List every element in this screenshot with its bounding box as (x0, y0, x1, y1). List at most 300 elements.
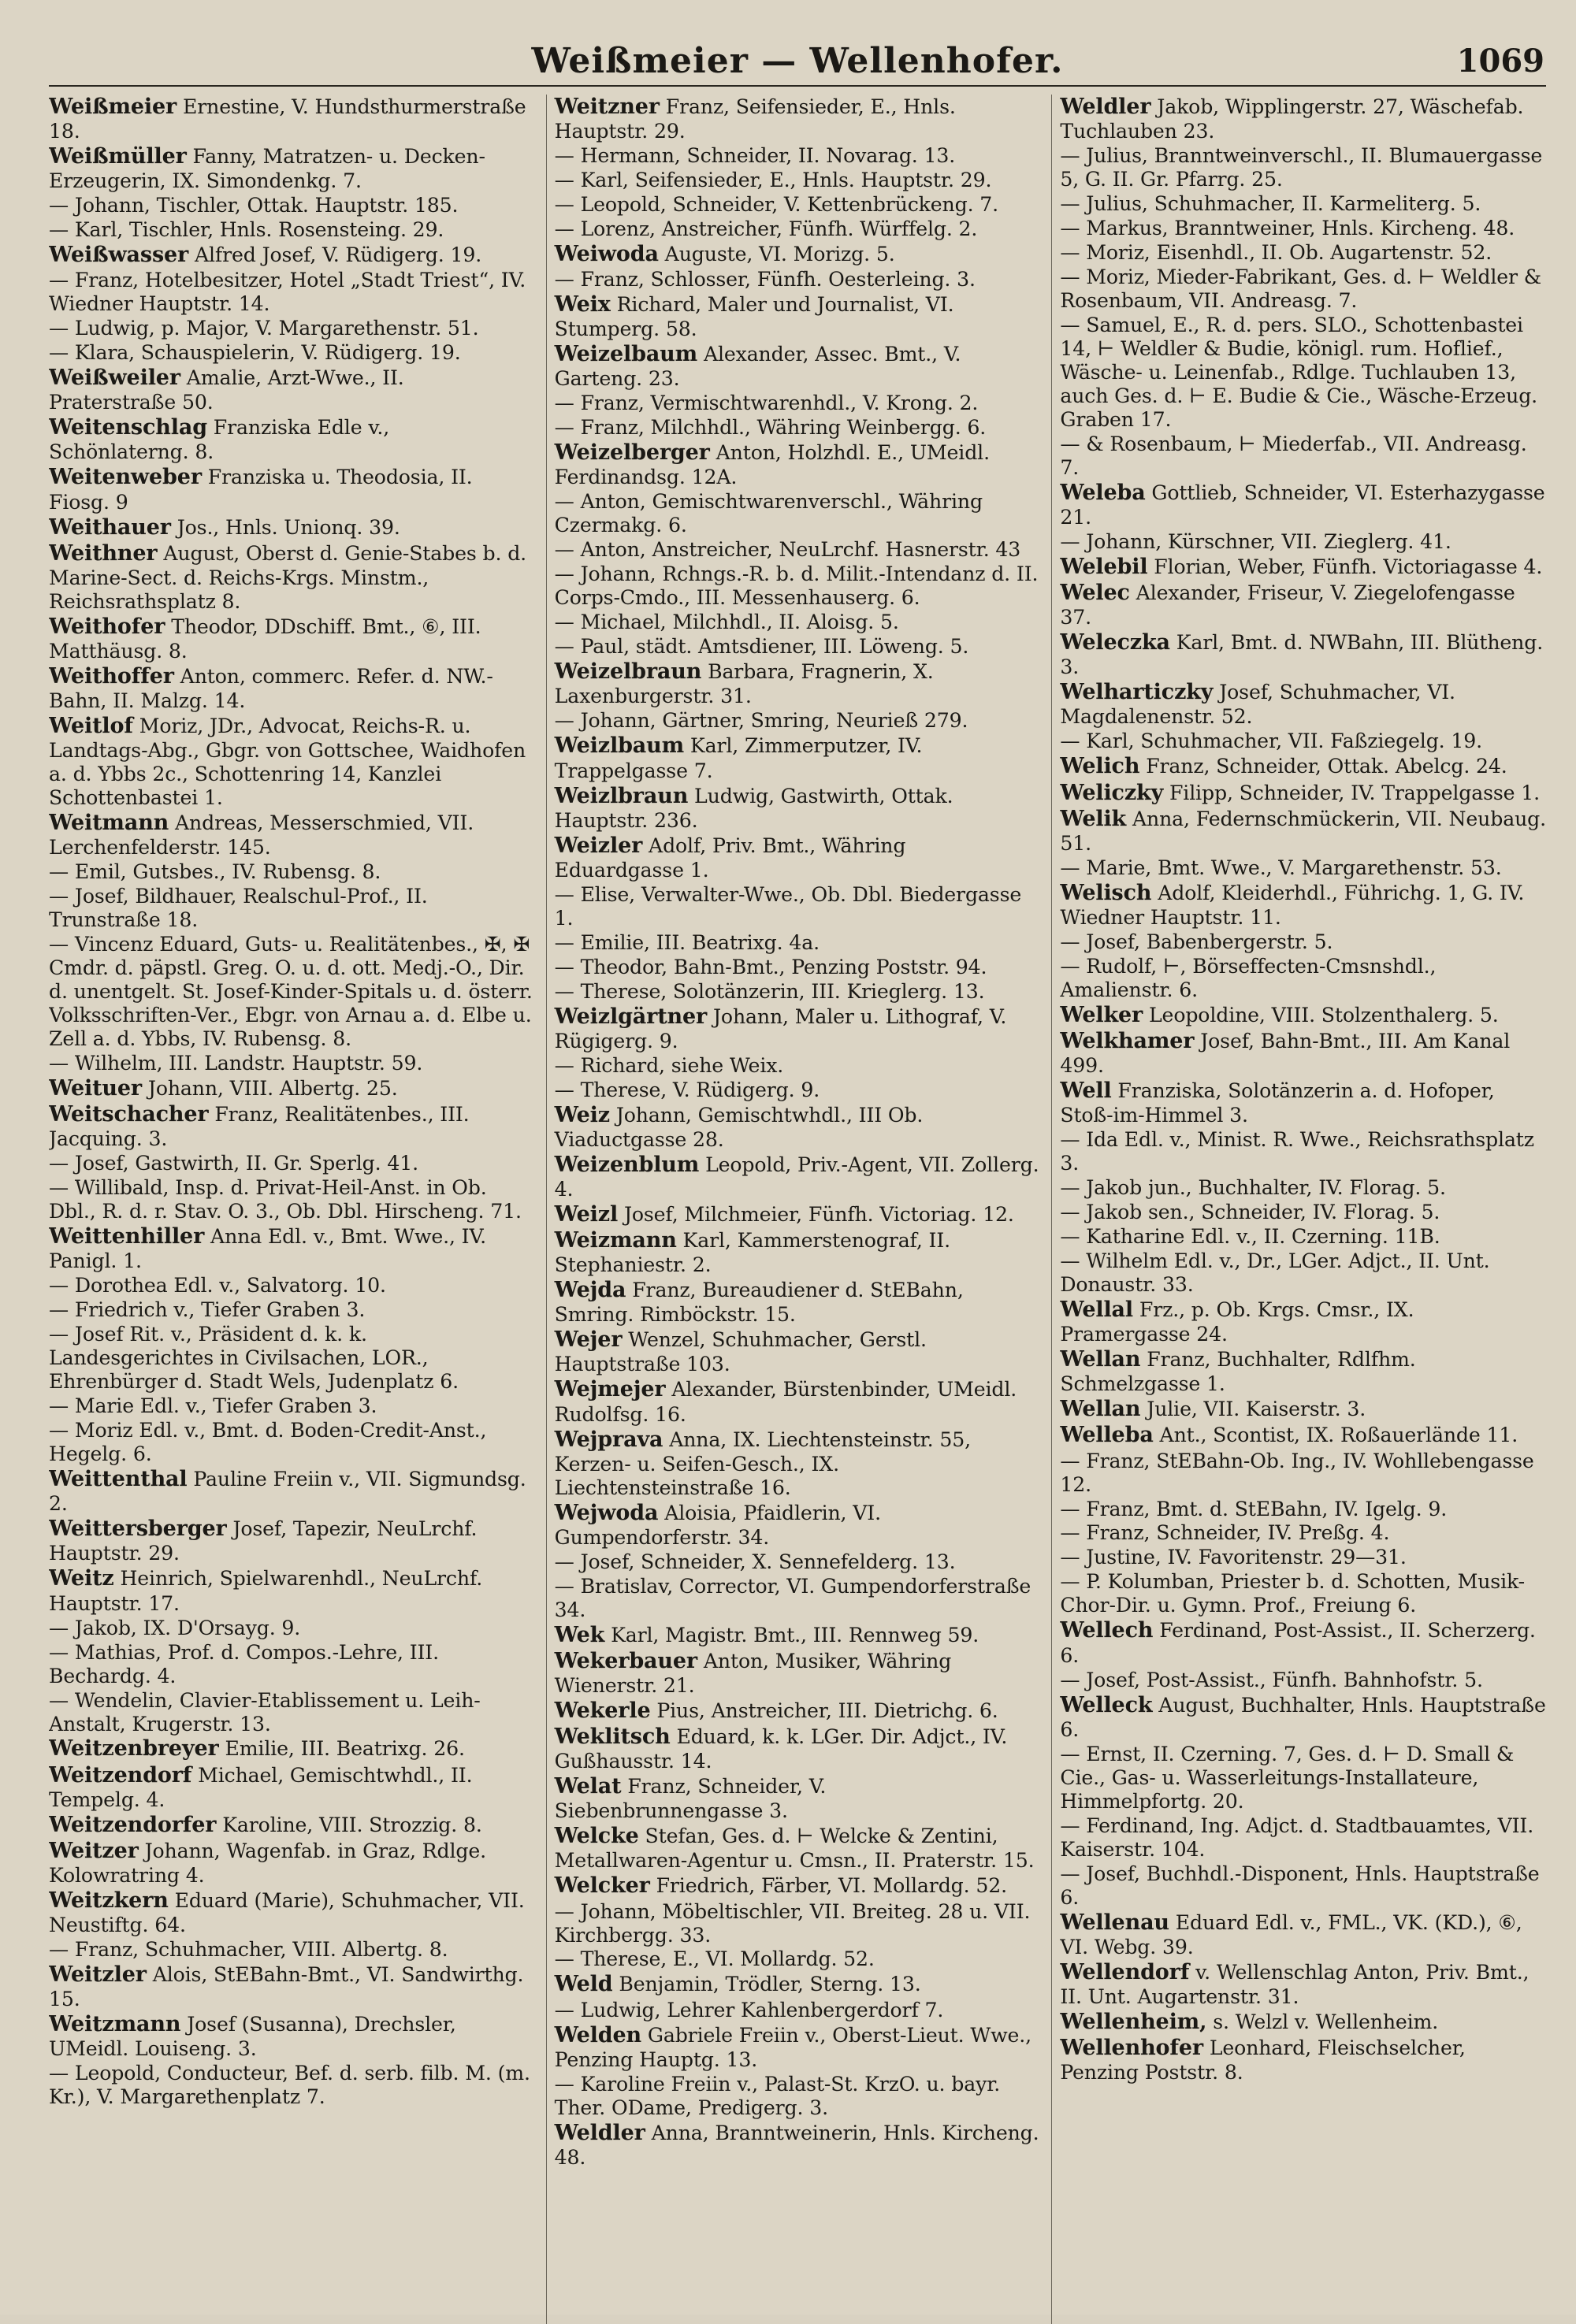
directory-entry (1060, 1960, 1546, 2009)
entry-details: — Bratislav, Corrector, VI. Gumpendorferstraße 34. (554, 1574, 1031, 1621)
entry-details: Friedrich, Färber, VI. Mollardg. 52. (656, 1874, 1007, 1898)
entry-details: — P. Kolumban, Priester b. d. Schotten, Musik-Chor-Dir. u. Gymn. Prof., Freiung 6. (1060, 1570, 1526, 1617)
directory-entry (555, 416, 1041, 440)
directory-entry (555, 1550, 1041, 1574)
entry-details: Eduard (Marie), Schuhmacher, VII. Neustiftg. 64. (49, 1888, 525, 1937)
entry-details: Alexander, Friseur, V. Ziegelofengasse 37. (1060, 581, 1515, 629)
entry-surname: Welich (1060, 754, 1140, 779)
entry-details: Barbara, Fragnerin, X. Laxenburgerstr. 31. (554, 660, 934, 708)
entry-details: — Jakob jun., Buchhalter, IV. Florag. 5. (1060, 1176, 1446, 1200)
directory-entry (1060, 1003, 1546, 1028)
directory-entry (1060, 881, 1546, 930)
entry-details: Franziska Edle v., Schönlaterng. 8. (49, 416, 390, 464)
entry-details: Josef (Susanna), Drechsler, UMeidl. Louiseng. 3. (49, 2013, 456, 2061)
entry-details: — Vincenz Eduard, Guts- u. Realitätenbes., ✠, ✠ Cmdr. d. päpstl. Greg. O. u. d. ott. Medj.-O., Dir. d. unentgelt. St. Josef-Kinder-Spitals u. d. österr. Volksschriften-Ver., Ebgr. von Arnau a. d. Elbe u. Zell a. d. Ybbs, IV. Rubensg. 8. (49, 933, 533, 1051)
entry-details: s. Welzl v. Wellenheim. (1213, 2010, 1439, 2033)
entry-details: Leopold, Priv.-Agent, VII. Zollerg. 4. (554, 1153, 1039, 1201)
entry-details: — Ferdinand, Ing. Adjct. d. Stadtbauamtes, VII. Kaiserstr. 104. (1060, 1814, 1534, 1861)
entry-surname: Weizlbaum (554, 733, 685, 759)
directory-entry (1060, 1347, 1546, 1396)
column-right (1051, 95, 1546, 2324)
entry-details: — Therese, E., VI. Mollardg. 52. (554, 1947, 875, 1971)
entry-details: — Josef, Gastwirth, II. Gr. Sperlg. 41. (49, 1152, 418, 1175)
entry-surname: Wejmejer (554, 1377, 666, 1402)
directory-entry (49, 465, 535, 514)
directory-entry (49, 2012, 535, 2061)
directory-entry (1060, 1743, 1546, 1814)
directory-entry (555, 956, 1041, 979)
entry-surname: Weitzner (554, 95, 660, 119)
entry-details: Franz, Realitätenbes., III. Jacquing. 3. (49, 1103, 470, 1151)
directory-entry (49, 541, 535, 614)
entry-details: Richard, Maler und Journalist, VI. Stumperg. 58. (554, 293, 954, 341)
entry-details: — Hermann, Schneider, II. Novarag. 13. (554, 144, 956, 168)
entry-details: — Ludwig, p. Major, V. Margarethenstr. 51. (49, 317, 479, 340)
entry-surname: Weizelberger (554, 440, 710, 466)
entry-details: Josef, Milchmeier, Fünfh. Victoriag. 12. (623, 1202, 1014, 1226)
directory-entry (1060, 217, 1546, 240)
entry-surname: Weleczka (1060, 630, 1170, 655)
entry-details: Anna, IX. Liechtensteinstr. 55, Kerzen- u. Seifen-Gesch., IX. Liechtensteinstraße 16. (554, 1427, 971, 1499)
directory-entry (1060, 1693, 1546, 1742)
entry-surname: Welat (554, 1774, 622, 1799)
directory-entry (555, 490, 1041, 537)
directory-entry (49, 1274, 535, 1298)
directory-entry (1060, 1669, 1546, 1692)
entry-details: — Michael, Milchhdl., II. Aloisg. 5. (554, 611, 899, 634)
entry-surname: Weizlbraun (554, 783, 689, 808)
directory-entry (555, 1228, 1041, 1277)
directory-entry (555, 2023, 1041, 2072)
entry-details: Ernestine, V. Hundsthurmerstraße 18. (49, 95, 526, 143)
entry-surname: Weitzendorfer (49, 1812, 217, 1837)
entry-surname: Wejprava (554, 1427, 663, 1452)
entry-details: Moriz, JDr., Advocat, Reichs-R. u. Landtags-Abg., Gbgr. von Gottschee, Waidhofen a. d. Ybbs 2c., Schottenring 14, Kanzlei Schottenbastei 1. (49, 715, 526, 810)
entry-details: Anna Edl. v., Bmt. Wwe., IV. Panigl. 1. (49, 1225, 486, 1273)
entry-details: — Friedrich v., Tiefer Graben 3. (49, 1298, 366, 1322)
entry-surname: Weld (554, 1972, 613, 1997)
directory-entry (49, 1152, 535, 1175)
directory-entry (555, 1873, 1041, 1899)
directory-entry (49, 714, 535, 810)
directory-entry (555, 95, 1041, 143)
entry-surname: Welleck (1060, 1692, 1153, 1717)
entry-details: — Johann, Rchngs.-R. b. d. Milit.-Intendanz d. II. Corps-Cmdo., III. Messenhauserg. 6. (554, 562, 1039, 610)
entry-surname: Wejwoda (554, 1500, 659, 1525)
entry-details: Alexander, Bürstenbinder, UMeidl. Rudolfsg. 16. (554, 1378, 1017, 1426)
entry-details: Karl, Kammerstenograf, II. Stephaniestr. 2. (554, 1229, 950, 1277)
directory-entry (555, 611, 1041, 634)
entry-details: — Leopold, Conducteur, Bef. d. serb. filb. M. (m. Kr.), V. Margarethenplatz 7. (49, 2062, 530, 2109)
directory-entry (49, 269, 535, 316)
entry-surname: Wellan (1060, 1347, 1141, 1372)
entry-surname: Weißmeier (49, 95, 177, 119)
entry-surname: Weittersberger (49, 1517, 227, 1542)
directory-entry (1060, 95, 1546, 143)
entry-details: — Karl, Schuhmacher, VII. Faßziegelg. 19. (1060, 729, 1482, 753)
directory-entry (555, 1623, 1041, 1648)
directory-entry (49, 243, 535, 268)
entry-surname: Weitmann (49, 811, 169, 836)
directory-entry (555, 784, 1041, 833)
entry-details: — Josef, Post-Assist., Fünfh. Bahnhofstr. 5. (1060, 1668, 1483, 1691)
directory-entry (49, 1641, 535, 1688)
directory-entry (1060, 433, 1546, 480)
entry-surname: Wellal (1060, 1298, 1134, 1323)
entry-details: Anna, Federnschmückerin, VII. Neubaug. 51. (1060, 807, 1546, 855)
directory-entry (49, 860, 535, 884)
directory-entry (555, 883, 1041, 930)
entry-details: Franz, Schneider, V. Siebenbrunnengasse 3. (554, 1775, 827, 1823)
entry-surname: Welharticzky (1060, 680, 1214, 705)
entry-details: Frz., p. Ob. Krgs. Cmsr., IX. Pramergasse 24. (1060, 1298, 1414, 1346)
directory-entry (49, 1102, 535, 1151)
entry-details: — Franz, Milchhdl., Währing Weinbergg. 6. (554, 416, 987, 440)
directory-entry (49, 194, 535, 217)
entry-details: Aloisia, Pfaidlerin, VI. Gumpendorferstr. 34. (554, 1501, 881, 1549)
directory-entry (49, 1076, 535, 1101)
directory-entry (1060, 2036, 1546, 2085)
entry-details: — Dorothea Edl. v., Salvatorg. 10. (49, 1274, 386, 1298)
entry-surname: Weituer (49, 1076, 143, 1101)
entry-details: Pius, Anstreicher, III. Dietrichg. 6. (656, 1698, 998, 1722)
entry-details: — Josef, Bildhauer, Realschul-Prof., II. Trunstraße 18. (49, 885, 428, 932)
entry-surname: Weithofer (49, 614, 165, 639)
entry-details: — Johann, Tischler, Ottak. Hauptstr. 185. (49, 194, 459, 217)
directory-entry (555, 440, 1041, 489)
entry-details: — Johann, Gärtner, Smring, Neurieß 279. (554, 709, 968, 733)
directory-entry (555, 709, 1041, 733)
entry-details: August, Oberst d. Genie-Stabes b. d. Marine-Sect. d. Reichs-Krgs. Minstm., Reichsrathsplatz 8. (49, 541, 527, 613)
entry-surname: Welcker (554, 1873, 650, 1899)
entry-details: — Josef, Buchhdl.-Disponent, Hnls. Hauptstraße 6. (1060, 1862, 1540, 1909)
entry-surname: Welker (1060, 1002, 1143, 1027)
entry-details: — Katharine Edl. v., II. Czerning. 11B. (1060, 1225, 1440, 1249)
directory-entry (1060, 781, 1546, 806)
entry-surname: Weizelbaum (554, 342, 698, 367)
entry-details: — Johann, Möbeltischler, VII. Breiteg. 28 u. VII. Kirchbergg. 33. (554, 1899, 1031, 1947)
directory-entry (555, 1103, 1041, 1152)
entry-details: — Lorenz, Anstreicher, Fünfh. Würffelg. 2. (554, 217, 978, 241)
entry-details: Michael, Gemischtwhdl., II. Tempelg. 4. (49, 1763, 473, 1811)
directory-entry (49, 1394, 535, 1418)
directory-entry (49, 1736, 535, 1762)
column-left (49, 95, 535, 2324)
directory-entry (49, 341, 535, 365)
entry-details: Johann, Gemischtwhdl., III Ob. Viaductgasse 28. (554, 1103, 924, 1151)
entry-surname: Weittenhiller (49, 1224, 205, 1249)
entry-surname: Weithoffer (49, 663, 174, 689)
entry-details: Jos., Hnls. Unionq. 39. (177, 515, 400, 539)
entry-details: — Jakob sen., Schneider, IV. Florag. 5. (1060, 1201, 1440, 1224)
entry-surname: Weißmüller (49, 144, 187, 169)
entry-surname: Weitzmann (49, 2012, 181, 2037)
directory-entry (49, 317, 535, 340)
directory-entry (555, 1501, 1041, 1550)
directory-entry (49, 1176, 535, 1223)
entry-details: — Josef, Babenbergerstr. 5. (1060, 930, 1333, 953)
directory-entry (49, 933, 535, 1051)
directory-entry (555, 2073, 1041, 2120)
entry-details: — Ida Edl. v., Minist. R. Wwe., Reichsrathsplatz 3. (1060, 1128, 1534, 1175)
entry-details: Josef, Bahn-Bmt., III. Am Kanal 499. (1060, 1029, 1511, 1078)
entry-details: — Franz, Schlosser, Fünfh. Oesterleing. 3. (554, 268, 976, 291)
directory-entry (1060, 241, 1546, 265)
directory-entry (1060, 144, 1546, 191)
entry-details: Adolf, Kleiderhdl., Führichg. 1, G. IV. Wiedner Hauptstr. 11. (1060, 881, 1525, 929)
entry-details: Franz, Seifensieder, E., Hnls. Hauptstr. 29. (554, 95, 956, 143)
entry-details: Emilie, III. Beatrixg. 26. (225, 1737, 465, 1761)
directory-entry (555, 1972, 1041, 1997)
entry-details: — Karl, Seifensieder, E., Hnls. Hauptstr. 29. (554, 169, 992, 192)
directory-entry (555, 931, 1041, 955)
entry-details: Adolf, Priv. Bmt., Währing Eduardgasse 1. (554, 833, 906, 882)
directory-entry (49, 811, 535, 859)
entry-details: Heinrich, Spielwarenhdl., NeuLrchf. Hauptstr. 17. (49, 1567, 483, 1615)
directory-entry (555, 342, 1041, 391)
directory-entry (1060, 930, 1546, 954)
directory-entry (49, 1566, 535, 1615)
entry-details: Pauline Freiin v., VII. Sigmundsg. 2. (49, 1468, 526, 1516)
entry-details: Theodor, DDschiff. Bmt., ⑥, III. Matthäusg. 8. (49, 614, 481, 663)
directory-entry (555, 1078, 1041, 1102)
directory-entry (49, 1224, 535, 1273)
entry-details: Gabriele Freiin v., Oberst-Lieut. Wwe., Penzing Hauptg. 13. (554, 2023, 1031, 2071)
entry-details: — Jakob, IX. D'Orsayg. 9. (49, 1616, 301, 1639)
column-middle (546, 95, 1041, 2324)
directory-entry (555, 169, 1041, 192)
directory-entry (1060, 314, 1546, 432)
entry-surname: Wellendorf (1060, 1959, 1190, 1984)
entry-details: — Moriz, Eisenhdl., II. Ob. Augartenstr. 52. (1060, 241, 1492, 265)
entry-details: — Wilhelm, III. Landstr. Hauptstr. 59. (49, 1052, 423, 1075)
entry-surname: Weitz (49, 1566, 114, 1591)
entry-surname: Weitzenbreyer (49, 1736, 219, 1762)
directory-entry (49, 1419, 535, 1466)
directory-entry (555, 1004, 1041, 1053)
directory-entry (555, 193, 1041, 217)
entry-surname: Welec (1060, 581, 1130, 606)
directory-entry (1060, 807, 1546, 856)
entry-surname: Welcke (554, 1824, 639, 1849)
directory-entry (49, 1689, 535, 1736)
directory-entry (1060, 754, 1546, 779)
entry-details: Andreas, Messerschmied, VII. Lerchenfelderstr. 145. (49, 811, 474, 859)
directory-entry (1060, 1128, 1546, 1175)
entry-details: Alois, StEBahn-Bmt., VI. Sandwirthg. 15. (49, 1963, 524, 2011)
directory-entry (555, 1900, 1041, 1947)
entry-surname: Weithner (49, 540, 158, 566)
directory-entry (49, 515, 535, 540)
entry-details: Auguste, VI. Morizg. 5. (664, 243, 895, 266)
entry-surname: Wek (554, 1622, 605, 1647)
directory-entry (1060, 581, 1546, 629)
entry-details: — Johann, Kürschner, VII. Zieglerg. 41. (1060, 530, 1451, 553)
entry-details: Anton, Musiker, Währing Wienerstr. 21. (554, 1649, 952, 1697)
entry-details: Karl, Magistr. Bmt., III. Rennweg 59. (611, 1623, 979, 1646)
directory-entry (1060, 1078, 1546, 1127)
entry-details: Anton, Holzhdl. E., UMeidl. Ferdinandsg. 12A. (554, 441, 990, 489)
entry-details: Franziska u. Theodosia, II. Fiosg. 9 (49, 466, 473, 514)
entry-surname: Weldler (1060, 95, 1151, 119)
entry-surname: Wejer (554, 1327, 623, 1353)
entry-surname: Weittenthal (49, 1467, 188, 1492)
directory-entry (49, 664, 535, 713)
entry-surname: Wejda (554, 1278, 626, 1303)
entry-surname: Weitzer (49, 1838, 139, 1863)
entry-details: — Julius, Schuhmacher, II. Karmeliterg. 5. (1060, 192, 1481, 216)
directory-entry (555, 1054, 1041, 1078)
directory-entry (555, 733, 1041, 782)
directory-entry (555, 562, 1041, 610)
directory-entry (1060, 192, 1546, 216)
entry-details: Karoline, VIII. Strozzig. 8. (222, 1813, 482, 1836)
directory-entry (1060, 265, 1546, 313)
entry-details: Eduard, k. k. LGer. Dir. Adjct., IV. Gußhausstr. 14. (554, 1725, 1008, 1773)
entry-surname: Wellan (1060, 1397, 1141, 1422)
entry-details: — Franz, Vermischtwarenhdl., V. Krong. 2. (554, 392, 979, 415)
entry-surname: Welik (1060, 806, 1127, 831)
directory-entry (1060, 1450, 1546, 1497)
entry-details: Franz, Schneider, Ottak. Abelcg. 24. (1146, 755, 1507, 778)
entry-details: — Julius, Branntweinverschl., II. Blumauergasse 5, G. II. Gr. Pfarrg. 25. (1060, 144, 1543, 191)
entry-details: — Josef, Schneider, X. Sennefelderg. 13. (554, 1550, 956, 1573)
page-header (49, 41, 1546, 87)
directory-entry (49, 1938, 535, 1962)
entry-surname: Weiz (554, 1102, 610, 1127)
directory-entry (555, 1649, 1041, 1698)
entry-details: Franz, Buchhalter, Rdlfhm. Schmelzgasse 1. (1060, 1348, 1416, 1396)
directory-entry (555, 538, 1041, 562)
entry-surname: Welleba (1060, 1423, 1154, 1448)
entry-surname: Welebil (1060, 554, 1148, 579)
entry-details: — Wendelin, Clavier-Etablissement u. Leih-Anstalt, Krugerstr. 13. (49, 1688, 481, 1736)
directory-entry (1060, 1498, 1546, 1521)
entry-details: — Wilhelm Edl. v., Dr., LGer. Adjct., II. Unt. Donaustr. 33. (1060, 1249, 1490, 1297)
entry-details: Alexander, Assec. Bmt., V. Garteng. 23. (554, 343, 961, 391)
directory-entry (1060, 680, 1546, 729)
entry-surname: Weizelbraun (554, 659, 702, 685)
entry-surname: Weix (554, 292, 611, 317)
entry-details: — Karl, Tischler, Hnls. Rosensteing. 29. (49, 218, 444, 242)
directory-entry (1060, 555, 1546, 580)
directory-entry (1060, 1225, 1546, 1249)
directory-entry (1060, 1546, 1546, 1569)
directory-entry (1060, 1298, 1546, 1346)
entry-details: — Justine, IV. Favoritenstr. 29—31. (1060, 1546, 1407, 1569)
entry-details: — Ludwig, Lehrer Kahlenbergerdorf 7. (554, 1998, 944, 2021)
entry-details: Gottlieb, Schneider, VI. Esterhazygasse 21. (1060, 481, 1545, 529)
entry-details: — Therese, V. Rüdigerg. 9. (554, 1078, 820, 1101)
entry-surname: Weizler (554, 833, 643, 858)
entry-details: — Klara, Schauspielerin, V. Rüdigerg. 19. (49, 341, 461, 365)
entry-details: Anton, commerc. Refer. d. NW.-Bahn, II. Malzg. 14. (49, 664, 493, 713)
entry-details: — Franz, StEBahn-Ob. Ing., IV. Wohllebengasse 12. (1060, 1449, 1534, 1496)
entry-surname: Weizlgärtner (554, 1004, 708, 1029)
entry-details: — Marie Edl. v., Tiefer Graben 3. (49, 1394, 377, 1418)
directory-entry (49, 1617, 535, 1640)
directory-entry (49, 366, 535, 414)
entry-surname: Weliczky (1060, 780, 1164, 805)
entry-surname: Weklitsch (554, 1724, 671, 1750)
entry-columns (49, 95, 1546, 2324)
entry-details: — Therese, Solotänzerin, III. Krieglerg. 13. (554, 979, 985, 1003)
entry-details: — Samuel, E., R. d. pers. SLO., Schottenbastei 14, ⊢ Weldler & Budie, königl. rum. Hoflief., Wäsche- u. Leinenfab., Rdlge. Tuchlauben 13, auch Ges. d. ⊢ E. Budie & Cie., Wäsche-Erzeug. Graben 17. (1060, 314, 1538, 431)
entry-details: Jakob, Wipplingerstr. 27, Wäschefab. Tuchlauben 23. (1060, 95, 1524, 143)
directory-entry (49, 1298, 535, 1322)
entry-surname: Weitlof (49, 714, 133, 739)
directory-entry (49, 1052, 535, 1075)
directory-entry (555, 1824, 1041, 1873)
entry-details: Johann, Maler u. Lithograf, V. Rügigerg. 9. (554, 1004, 1007, 1052)
entry-details: — Franz, Bmt. d. StEBahn, IV. Igelg. 9. (1060, 1497, 1448, 1520)
directory-entry (1060, 1201, 1546, 1224)
directory-entry (1060, 481, 1546, 529)
directory-entry (49, 614, 535, 663)
directory-entry (555, 1327, 1041, 1376)
directory-entry (1060, 530, 1546, 554)
entry-details: Alfred Josef, V. Rüdigerg. 19. (194, 243, 482, 267)
entry-details: Josef, Tapezir, NeuLrchf. Hauptstr. 29. (49, 1517, 478, 1565)
entry-details: — Leopold, Schneider, V. Kettenbrückeng. 7. (554, 193, 999, 217)
directory-entry (1060, 1176, 1546, 1200)
directory-entry (1060, 729, 1546, 753)
entry-surname: Welkhamer (1060, 1028, 1195, 1053)
directory-entry (1060, 1910, 1546, 1959)
entry-details: Anna, Branntweinerin, Hnls. Kircheng. 48. (554, 2121, 1039, 2169)
directory-entry (49, 1839, 535, 1888)
entry-surname: Weizmann (554, 1228, 677, 1253)
entry-surname: Welisch (1060, 880, 1152, 905)
directory-entry (555, 659, 1041, 708)
entry-surname: Wellenheim, (1060, 2009, 1207, 2034)
entry-details: — Franz, Schuhmacher, VIII. Albertg. 8. (49, 1938, 448, 1962)
entry-details: — & Rosenbaum, ⊢ Miederfab., VII. Andreasg. 7. (1060, 432, 1527, 479)
directory-entry (49, 218, 535, 242)
entry-surname: Weitenweber (49, 465, 202, 490)
directory-entry (1060, 1029, 1546, 1078)
directory-entry (555, 217, 1041, 241)
entry-surname: Weitenschlag (49, 415, 207, 440)
entry-details: Franziska, Solotänzerin a. d. Hofoper, Stoß-im-Himmel 3. (1060, 1079, 1495, 1127)
entry-details: — Franz, Hotelbesitzer, Hotel „Stadt Triest“, IV. Wiedner Hauptstr. 14. (49, 269, 526, 316)
entry-surname: Weizl (554, 1201, 619, 1227)
entry-details: v. Wellenschlag Anton, Priv. Bmt., II. Unt. Augartenstr. 31. (1060, 1960, 1530, 2008)
directory-entry (49, 1517, 535, 1565)
directory-entry (555, 1202, 1041, 1227)
directory-entry (49, 1763, 535, 1812)
entry-surname: Wekerle (554, 1698, 651, 1723)
entry-details: Florian, Weber, Fünfh. Victoriagasse 4. (1154, 555, 1543, 578)
entry-details: Ludwig, Gastwirth, Ottak. Hauptstr. 236. (554, 784, 953, 832)
directory-entry (49, 1323, 535, 1394)
entry-details: Fanny, Matratzen- u. Decken-Erzeugerin, IX. Simondenkg. 7. (49, 145, 485, 193)
directory-entry (555, 1947, 1041, 1971)
entry-surname: Weitzler (49, 1962, 147, 1988)
entry-details: — Karoline Freiin v., Palast-St. KrzO. u. bayr. Ther. ODame, Predigerg. 3. (554, 2072, 1001, 2119)
entry-surname: Wellech (1060, 1618, 1154, 1643)
entry-details: — Moriz Edl. v., Bmt. d. Boden-Credit-Anst., Hegelg. 6. (49, 1419, 487, 1466)
entry-details: Eduard Edl. v., FML., VK. (KD.), ⑥, VI. Webg. 39. (1060, 1910, 1522, 1958)
directory-entry (1060, 1862, 1546, 1910)
directory-entry (1060, 1814, 1546, 1862)
entry-details: Ant., Scontist, IX. Roßauerlände 11. (1159, 1424, 1518, 1447)
entry-details: — Ernst, II. Czerning. 7, Ges. d. ⊢ D. Small & Cie., Gas- u. Wasserleitungs-Installateure, Himmelpfortg. 20. (1060, 1742, 1515, 1813)
directory-entry (555, 2121, 1041, 2170)
entry-details: Wenzel, Schuhmacher, Gerstl. Hauptstraße 103. (554, 1328, 927, 1376)
entry-details: — Anton, Anstreicher, NeuLrchf. Hasnerstr. 43 (554, 538, 1021, 562)
entry-surname: Weitzkern (49, 1888, 169, 1913)
